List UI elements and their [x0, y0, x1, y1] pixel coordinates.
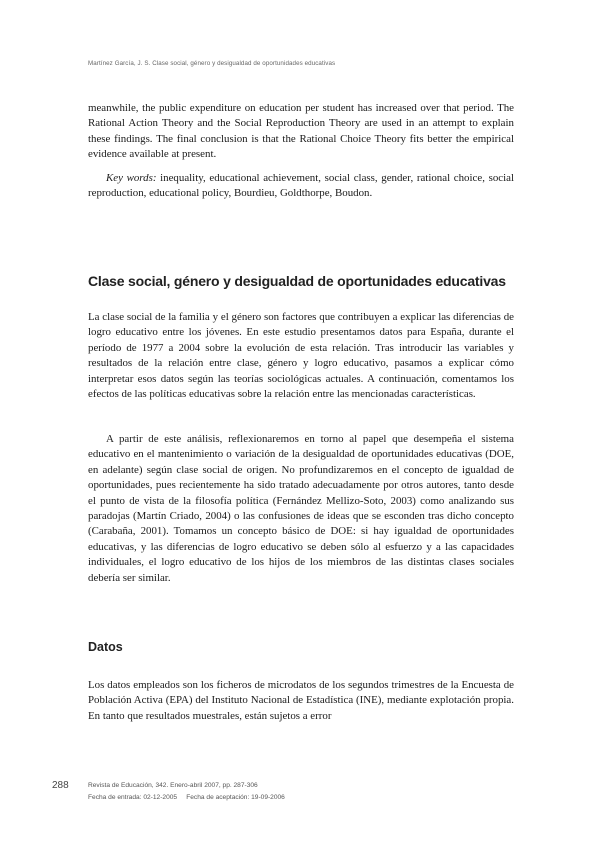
section-paragraph-2: A partir de este análisis, reflexionaremos en torno al papel que desempeña el sistema educativo en el mantenimiento o variación de la desigualdad de oportunidades educativas (DOE, en adelante) según clase social de origen. No profundizaremos en el concepto de igualdad de oportunidades, pues recientemente ha sido tratado adecuadamente por otros autores, tanto desde el punto de vista de la filosofía política (Fernández Mellizo-Soto, 2003) como analizando sus paradojas (Martín Criado, 2004) o las confusiones de ideas que se esconden tras dicho concepto (Carabaña, 2001). Tomamos un concepto básico de DOE: si hay igualdad de oportunidades educativas, y las diferencias de logro educativo se deben sólo al esfuerzo y a las capacidades individuales, el logro educativo de los hijos de los miembros de las distintas clases sociales debería ser similar.: [88, 433, 514, 584]
datos-paragraph: Los datos empleados son los ficheros de microdatos de los segundos trimestres de la Encuesta de Población Activa (EPA) del Instituto Nacional de Estadística (INE), mediante explotación propia. En tanto que resultados muestrales, están sujetos a error: [88, 679, 514, 722]
submission-dates: Fecha de entrada: 02-12-2005 Fecha de aceptación: 19-09-2006: [88, 794, 285, 801]
section-title: Clase social, género y desigualdad de oportunidades educativas: [88, 273, 506, 289]
keywords: [88, 171, 514, 202]
running-head: Martínez García, J. S. Clase social, género y desigualdad de oportunidades educativas: [88, 60, 336, 67]
keywords-label: Key words:: [106, 172, 157, 184]
section-paragraph-1: La clase social de la familia y el género son factores que contribuyen a explicar las diferencias de logro educativo entre los jóvenes. En este estudio presentamos datos para España, durante el período de 1977 a 2004 sobre la evolución de esta relación. Tras introducir las variables y resultados de la relación entre clase, género y logro educativo, pasamos a explicar cómo interpretar esos datos según las teorías sociológicas actuales. A continuación, comentamos los efectos de las políticas educativas sobre la relación entre las mencionadas características.: [88, 311, 514, 401]
datos-title: Datos: [88, 640, 123, 654]
keywords-list: inequality, educational achievement, social class, gender, rational choice, social reproduction, educational policy, Bourdieu, Goldthorpe, Boudon.: [88, 172, 514, 200]
abstract-text: meanwhile, the public expenditure on education per student has increased over that period. The Rational Action Theory and the Social Reproduction Theory are used in an attempt to explain these findings. The final conclusion is that the Rational Choice Theory fits better the empirical evidence available at present.: [88, 102, 514, 161]
journal-citation: Revista de Educación, 342. Enero-abril 2007, pp. 287-306: [88, 782, 258, 789]
page-number: 288: [52, 780, 69, 791]
